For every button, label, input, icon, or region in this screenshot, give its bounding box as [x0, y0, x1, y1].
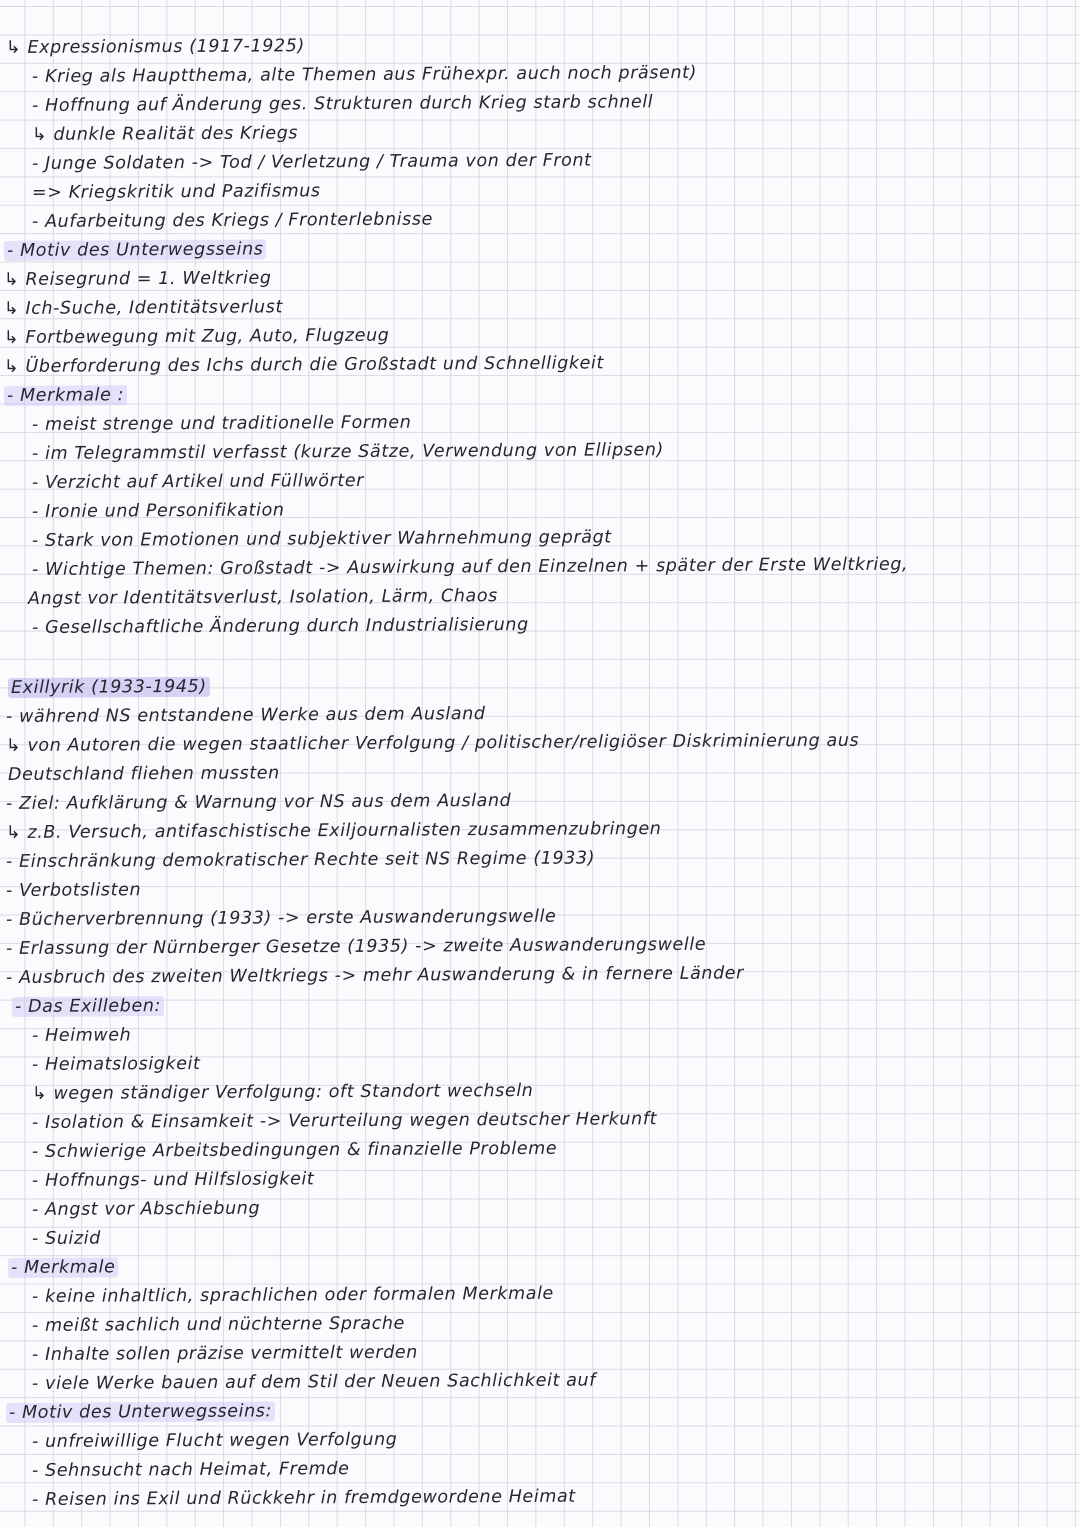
note-line: - im Telegrammstil verfasst (kurze Sätze, Verwendung von Ellipsen) — [31, 440, 665, 464]
note-line: - während NS entstandene Werke aus dem Ausland — [5, 704, 486, 727]
note-line: - Suizid — [31, 1228, 101, 1249]
note-line: Angst vor Identitätsverlust, Isolation, Lärm, Chaos — [27, 586, 498, 609]
note-line: - meißt sachlich und nüchterne Sprache — [31, 1313, 406, 1336]
note-line: ↳ Reisegrund = 1. Weltkrieg — [3, 268, 272, 290]
note-line: - Hoffnungs- und Hilfslosigkeit — [31, 1169, 315, 1191]
note-line: ↳ wegen ständiger Verfolgung: oft Standort wechseln — [31, 1080, 534, 1104]
note-line: - Heimatslosigkeit — [31, 1053, 201, 1075]
note-line: - Wichtige Themen: Großstadt -> Auswirkung auf den Einzelnen + später der Erste Weltkrieg, — [31, 554, 909, 580]
note-line: - Erlassung der Nürnberger Gesetze (1935) -> zweite Auswanderungswelle — [5, 934, 707, 959]
note-line: - Einschränkung demokratischer Rechte seit NS Regime (1933) — [5, 848, 596, 872]
note-line: - Schwierige Arbeitsbedingungen & finanzielle Probleme — [31, 1138, 558, 1162]
note-line: ↳ Fortbewegung mit Zug, Auto, Flugzeug — [3, 325, 390, 348]
note-line: - Krieg als Hauptthema, alte Themen aus Frühexpr. auch noch präsent) — [31, 62, 698, 87]
note-line: - viele Werke bauen auf dem Stil der Neuen Sachlichkeit auf — [31, 1370, 597, 1394]
note-line: - Ausbruch des zweiten Weltkriegs -> mehr Auswanderung & in fernere Länder — [5, 963, 744, 988]
subheading-merkmale: - Merkmale — [8, 1256, 119, 1279]
note-line: - Angst vor Abschiebung — [31, 1198, 261, 1220]
note-line: - Isolation & Einsamkeit -> Verurteilung wegen deutscher Herkunft — [31, 1109, 658, 1133]
note-line: - keine inhaltlich, sprachlichen oder formalen Merkmale — [31, 1283, 554, 1307]
note-line: - meist strenge und traditionelle Formen — [31, 412, 412, 435]
note-line: ↳ dunkle Realität des Kriegs — [31, 123, 299, 145]
subheading-motiv: - Motiv des Unterwegsseins: — [6, 1400, 275, 1424]
note-line: - Verbotslisten — [5, 880, 142, 901]
note-line: - Reisen ins Exil und Rückkehr in fremdgewordene Heimat — [31, 1486, 576, 1510]
note-line: ↳ Ich-Suche, Identitätsverlust — [3, 297, 283, 319]
section-heading: ↳ Expressionismus (1917-1925) — [5, 36, 305, 58]
note-line: ↳ Überforderung des Ichs durch die Großstadt und Schnelligkeit — [3, 353, 605, 377]
note-line: => Kriegskritik und Pazifismus — [31, 181, 321, 203]
note-line: - Verzicht auf Artikel und Füllwörter — [31, 470, 365, 493]
note-line: - Bücherverbrennung (1933) -> erste Auswanderungswelle — [5, 906, 557, 930]
note-line: - Ironie und Personifikation — [31, 500, 285, 522]
note-line: - Sehnsucht nach Heimat, Fremde — [31, 1459, 350, 1481]
subheading-motiv: - Motiv des Unterwegsseins — [4, 238, 267, 262]
section-heading: Exillyrik (1933-1945) — [8, 676, 210, 699]
note-line: - Hoffnung auf Änderung ges. Strukturen durch Krieg starb schnell — [31, 92, 654, 116]
note-line: Deutschland fliehen mussten — [7, 763, 280, 785]
note-line: - Inhalte sollen präzise vermittelt werden — [31, 1342, 418, 1365]
note-line: ↳ von Autoren die wegen staatlicher Verfolgung / politischer/religiöser Diskriminierung aus — [5, 730, 860, 756]
note-line: - Heimweh — [31, 1025, 132, 1046]
subheading-exilleben: - Das Exilleben: — [12, 995, 164, 1018]
note-line: - Gesellschaftliche Änderung durch Industrialisierung — [31, 614, 529, 638]
note-line: - Ziel: Aufklärung & Warnung vor NS aus dem Ausland — [5, 790, 512, 814]
note-line: - Aufarbeitung des Kriegs / Fronterlebnisse — [31, 209, 434, 232]
note-line: ↳ z.B. Versuch, antifaschistische Exiljournalisten zusammenzubringen — [5, 818, 662, 843]
subheading-merkmale: - Merkmale : — [4, 384, 127, 407]
note-line: - Stark von Emotionen und subjektiver Wahrnehmung geprägt — [31, 527, 612, 551]
note-line: - unfreiwillige Flucht wegen Verfolgung — [31, 1429, 398, 1452]
note-line: - Junge Soldaten -> Tod / Verletzung / Trauma von der Front — [31, 150, 592, 174]
